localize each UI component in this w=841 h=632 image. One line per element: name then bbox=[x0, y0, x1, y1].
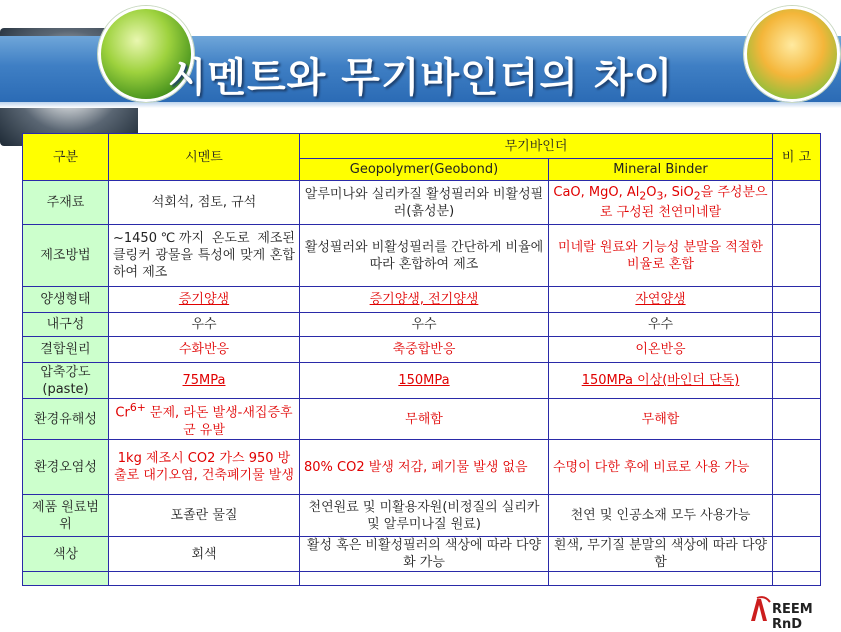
geopolymer-cell: 활성필러와 비활성필러를 간단하게 비율에 따라 혼합하여 제조 bbox=[300, 225, 549, 287]
mineral-cell: 천연 및 인공소재 모두 사용가능 bbox=[549, 495, 773, 537]
geopolymer-cell: 활성 혹은 비활성필러의 색상에 따라 다양화 가능 bbox=[300, 537, 549, 572]
remarks-cell bbox=[773, 225, 821, 287]
cement-cell: 우수 bbox=[109, 313, 300, 337]
table-row bbox=[23, 313, 821, 337]
mineral-cell: 이온반응 bbox=[549, 337, 773, 363]
cement-cell: 석회석, 점토, 규석 bbox=[109, 181, 300, 225]
cement-cell: 포졸란 물질 bbox=[109, 495, 300, 537]
mineral-text: O bbox=[646, 184, 657, 200]
cement-text: Cr bbox=[115, 405, 130, 421]
geopolymer-cell: 80% CO2 발생 저감, 폐기물 발생 없음 bbox=[300, 440, 549, 495]
empty-row bbox=[23, 572, 821, 586]
mineral-text: 을 주성분으로 구성된 천연미네랄 bbox=[599, 184, 768, 221]
cement-cell: 증기양생 bbox=[109, 287, 300, 313]
mineral-cell: 무해함 bbox=[549, 399, 773, 440]
page-title: 시멘트와 무기바인더의 차이 bbox=[167, 55, 674, 101]
geopolymer-cell: 150MPa bbox=[300, 363, 549, 399]
remarks-cell bbox=[773, 440, 821, 495]
geopolymer-cell: 무해함 bbox=[300, 399, 549, 440]
row-label: 색상 bbox=[23, 537, 109, 572]
mineral-cell: 자연양생 bbox=[549, 287, 773, 313]
header-geopolymer: Geopolymer(Geobond) bbox=[300, 159, 549, 181]
header-cement: 시멘트 bbox=[109, 134, 300, 181]
cement-cell: 수화반응 bbox=[109, 337, 300, 363]
table-row bbox=[23, 537, 821, 572]
cement-cell: 1kg 제조시 CO2 가스 950 방출로 대기오염, 건축폐기물 발생 bbox=[109, 440, 300, 495]
geopolymer-cell: 알루미나와 실리카질 활성필러와 비활성필러(흙성분) bbox=[300, 181, 549, 225]
remarks-cell bbox=[773, 337, 821, 363]
cement-cell: 75MPa bbox=[109, 363, 300, 399]
remarks-cell bbox=[773, 287, 821, 313]
geopolymer-cell: 천연원료 및 미활용자원(비정질의 실리카 및 알루미나질 원료) bbox=[300, 495, 549, 537]
geopolymer-cell: 우수 bbox=[300, 313, 549, 337]
subscript: 2 bbox=[639, 189, 647, 203]
header-row bbox=[23, 134, 821, 159]
mineral-cell bbox=[549, 181, 773, 225]
mineral-cell bbox=[549, 572, 773, 586]
table-row bbox=[23, 181, 821, 225]
cement-text: 문제, 라돈 발생-새집증후군 유발 bbox=[145, 405, 293, 438]
mineral-text: , SiO bbox=[663, 184, 694, 200]
cement-cell: 회색 bbox=[109, 537, 300, 572]
row-label: 제품 원료범위 bbox=[23, 495, 109, 537]
row-label: 환경유해성 bbox=[23, 399, 109, 440]
row-label: 제조방법 bbox=[23, 225, 109, 287]
logo-text: REEM RnD bbox=[772, 602, 813, 632]
remarks-cell bbox=[773, 495, 821, 537]
logo-a-mark bbox=[751, 599, 767, 621]
comparison-table bbox=[22, 133, 821, 586]
geopolymer-cell: 증기양생, 전기양생 bbox=[300, 287, 549, 313]
mineral-cell: 흰색, 무기질 분말의 색상에 따라 다양함 bbox=[549, 537, 773, 572]
remarks-cell bbox=[773, 181, 821, 225]
row-label: 결합원리 bbox=[23, 337, 109, 363]
table-row bbox=[23, 495, 821, 537]
remarks-cell bbox=[773, 572, 821, 586]
subscript: 2 bbox=[693, 189, 701, 203]
superscript: 6+ bbox=[129, 401, 146, 415]
geopolymer-cell: 축중합반응 bbox=[300, 337, 549, 363]
mineral-cell: 수명이 다한 후에 비료로 사용 가능 bbox=[549, 440, 773, 495]
cement-cell bbox=[109, 399, 300, 440]
row-label: 양생형태 bbox=[23, 287, 109, 313]
row-label: 내구성 bbox=[23, 313, 109, 337]
remarks-cell bbox=[773, 399, 821, 440]
cement-cell: ~1450℃까지 온도로 제조된 클링커 광물을 특성에 맞게 혼합하여 제조 bbox=[109, 225, 300, 287]
header-mineral-binder: Mineral Binder bbox=[549, 159, 773, 181]
remarks-cell bbox=[773, 537, 821, 572]
table-row bbox=[23, 440, 821, 495]
row-label: 환경오염성 bbox=[23, 440, 109, 495]
header-remarks: 비 고 bbox=[773, 134, 821, 181]
table-row bbox=[23, 399, 821, 440]
header-inorganic-binder: 무기바인더 bbox=[300, 134, 773, 159]
header-category: 구분 bbox=[23, 134, 109, 181]
geopolymer-cell bbox=[300, 572, 549, 586]
mineral-cell: 우수 bbox=[549, 313, 773, 337]
row-label: 압축강도(paste) bbox=[23, 363, 109, 399]
cement-cell bbox=[109, 572, 300, 586]
remarks-cell bbox=[773, 313, 821, 337]
mineral-cell: 150MPa 이상(바인더 단독) bbox=[549, 363, 773, 399]
table-row bbox=[23, 363, 821, 399]
table-row bbox=[23, 225, 821, 287]
remarks-cell bbox=[773, 363, 821, 399]
mineral-text: CaO, MgO, Al bbox=[553, 184, 640, 200]
table-row bbox=[23, 287, 821, 313]
row-label: 주재료 bbox=[23, 181, 109, 225]
mineral-cell: 미네랄 원료와 기능성 분말을 적절한 비율로 혼합 bbox=[549, 225, 773, 287]
subscript: 3 bbox=[656, 189, 664, 203]
table-row bbox=[23, 337, 821, 363]
row-label bbox=[23, 572, 109, 586]
